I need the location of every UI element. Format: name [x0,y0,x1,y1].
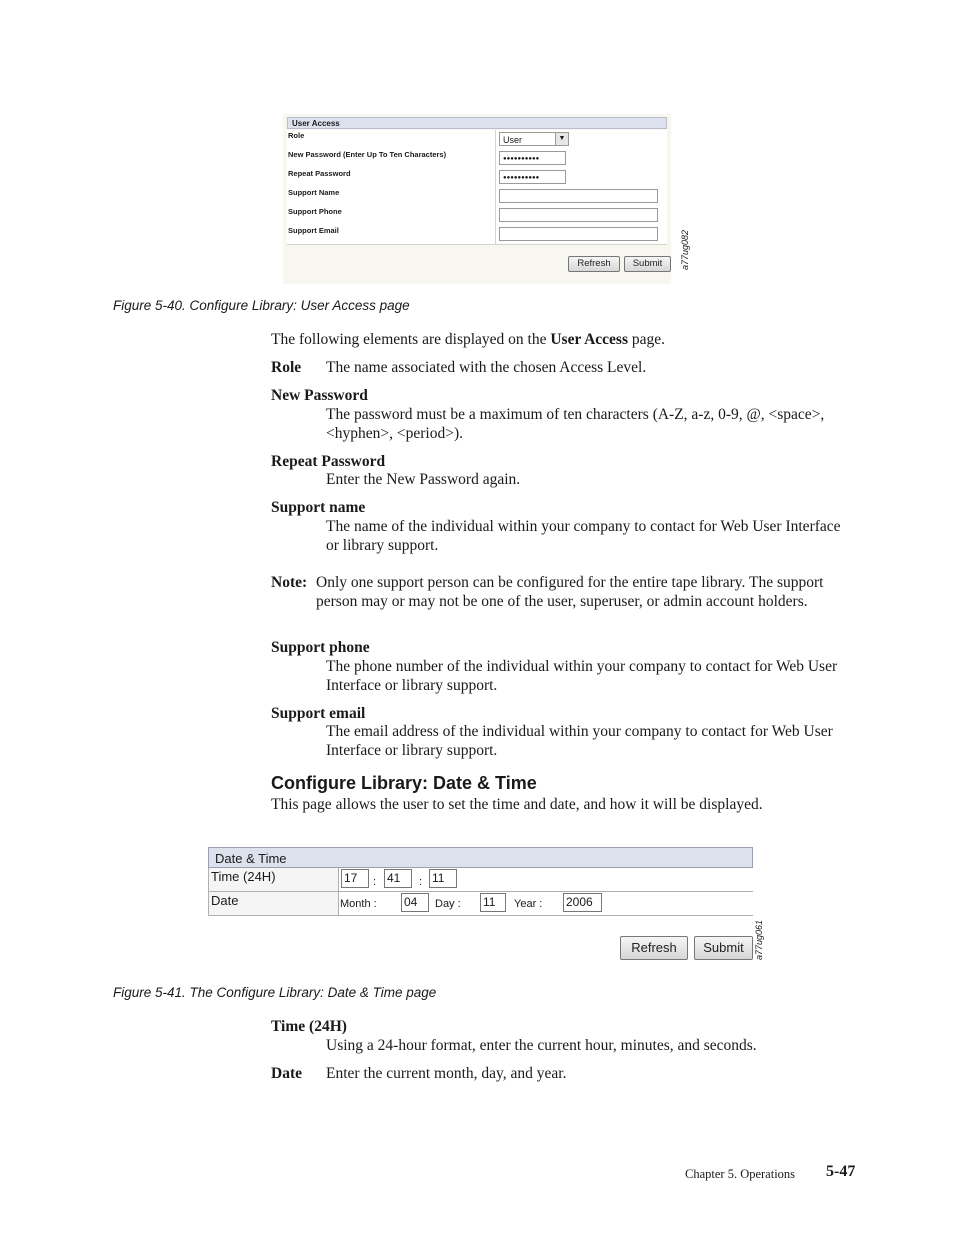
repeat-password-field[interactable]: ●●●●●●●●●● [499,170,566,184]
support-phone-field[interactable] [499,208,658,222]
support-email-row [287,225,667,245]
role-row [287,130,667,150]
date-time-header: Date & Time [208,847,753,868]
support-email-field[interactable] [499,227,658,241]
new-password-row [287,149,667,169]
support-email-description: The email address of the individual within your company to contact for Web User Interface or library support. [326,723,833,759]
role-term: Role [271,359,302,376]
user-access-header: User Access [287,117,667,129]
second-input[interactable]: 11 [429,869,457,888]
support-phone-label: Support Phone [288,207,342,216]
role-description: The name associated with the chosen Access Level. [326,359,647,376]
date-time-figure [208,847,754,962]
repeat-password-row [287,168,667,188]
support-email-term: Support email [271,705,366,722]
time-term: Time (24H) [271,1018,347,1035]
time-separator: : [373,876,377,888]
date-term: Date [271,1065,302,1082]
day-label: Day : [435,898,461,910]
support-phone-description: The phone number of the individual within your company to contact for Web User Interface or library support. [326,658,838,694]
page-number: 5-47 [826,1163,856,1180]
support-phone-term: Support phone [271,639,370,656]
month-input[interactable]: 04 [401,893,429,912]
footer-chapter: Chapter 5. Operations [685,1167,796,1181]
intro-bold: User Access [550,331,628,348]
date-cell [338,892,753,915]
figure-caption: Figure 5-41. The Configure Library: Date & Time page [113,985,437,1000]
refresh-button[interactable]: Refresh [620,936,688,960]
submit-button[interactable]: Submit [694,936,753,960]
new-password-description: The password must be a maximum of ten characters (A-Z, a-z, 0-9, @, <space>, <hyphen>, <period>). [326,406,825,442]
figure-caption: Figure 5-40. Configure Library: User Access page [113,298,410,313]
submit-button[interactable]: Submit [624,256,671,272]
support-phone-row [287,206,667,226]
intro-text: The following elements are displayed on the [271,331,551,348]
repeat-password-label: Repeat Password [288,169,351,178]
time-row [208,868,753,892]
day-input[interactable]: 11 [480,893,506,912]
intro-paragraph [271,330,665,349]
hour-input[interactable]: 17 [341,869,369,888]
refresh-button[interactable]: Refresh [568,256,620,272]
new-password-term: New Password [271,387,368,404]
support-name-field[interactable] [499,189,658,203]
date-description: Enter the current month, day, and year. [326,1065,567,1082]
time-label: Time (24H) [211,869,276,884]
date-row [208,892,753,916]
support-email-label: Support Email [288,226,339,235]
month-label: Month : [340,898,377,910]
support-name-row [287,187,667,207]
user-access-figure [283,114,671,284]
new-password-field[interactable]: ●●●●●●●●●● [499,151,566,165]
time-description: Using a 24-hour format, enter the current hour, minutes, and seconds. [326,1037,757,1054]
new-password-label: New Password (Enter Up To Ten Characters) [288,150,447,159]
note-label: Note: [271,574,308,591]
minute-input[interactable]: 41 [384,869,412,888]
role-select-value: User [503,135,523,145]
year-input[interactable]: 2006 [563,893,602,912]
year-label: Year : [514,898,543,910]
figure-id-label: a77ug082 [680,229,690,270]
role-select[interactable] [499,132,569,146]
repeat-password-term: Repeat Password [271,453,386,470]
support-name-term: Support name [271,499,366,516]
support-name-label: Support Name [288,188,340,197]
chevron-down-icon: ▼ [555,133,568,145]
section-body: This page allows the user to set the time and date, and how it will be displayed. [271,796,763,813]
repeat-password-description: Enter the New Password again. [326,471,521,488]
time-separator: : [419,876,423,888]
time-cell [338,868,753,891]
figure-id-label: a77ug061 [754,919,764,960]
support-name-description: The name of the individual within your company to contact for Web User Interface or library support. [326,518,841,554]
note-text: Only one support person can be configured for the entire tape library. The support person may or may not be one of the user, superuser, or admin account holders. [316,574,824,610]
date-label: Date [211,893,239,908]
role-label: Role [288,131,305,140]
intro-text-end: page. [627,331,665,348]
section-heading: Configure Library: Date & Time [271,773,537,793]
